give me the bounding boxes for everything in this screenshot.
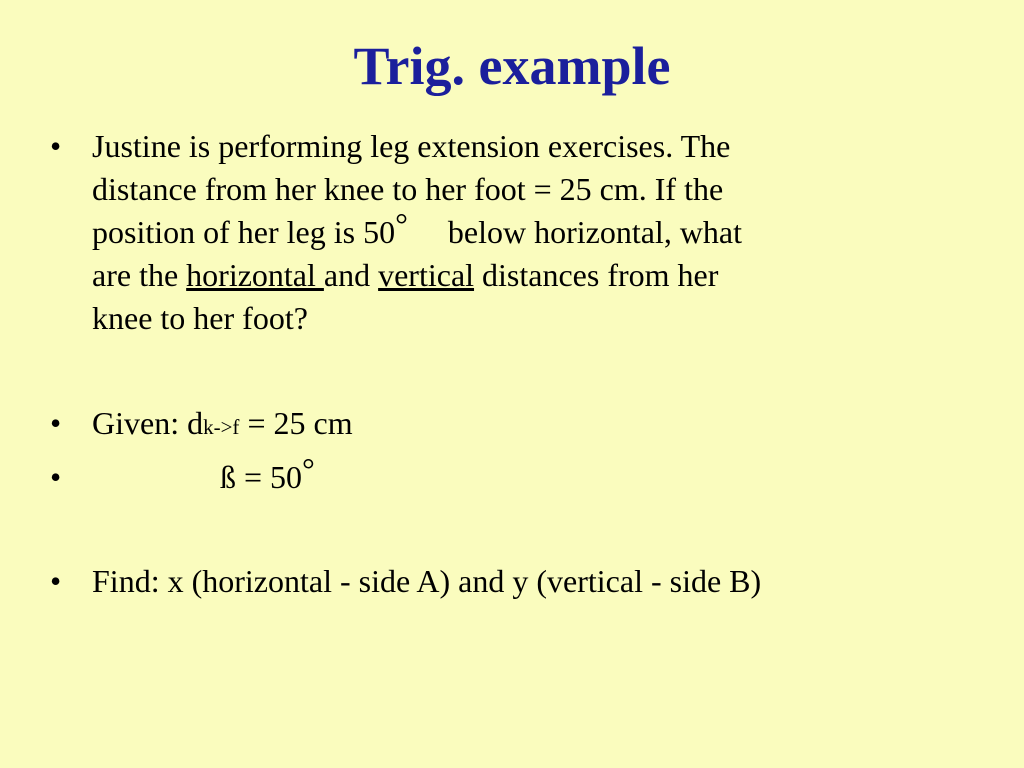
- given-bullet: [50, 402, 950, 447]
- given-subscript: k->f: [203, 415, 240, 439]
- beta-value: ß = 50: [220, 459, 303, 495]
- find-line: Find: x (horizontal - side A) and y (vertical - side B): [92, 563, 762, 599]
- bullet-marker: •: [50, 563, 62, 599]
- angle-text: [220, 451, 315, 499]
- given-value: = 25 cm: [239, 405, 353, 441]
- bullet-marker: •: [50, 459, 62, 495]
- problem-line-5: knee to her foot?: [92, 300, 308, 336]
- problem-line-3: [92, 206, 743, 254]
- vertical-underlined: vertical: [378, 257, 475, 293]
- problem-line-4: [92, 254, 742, 297]
- slide-title: Trig. example: [353, 36, 671, 96]
- problem-line-1: Justine is performing leg extension exercises. The: [92, 128, 731, 164]
- problem-text: [92, 125, 742, 340]
- given-label: Given: d: [92, 405, 204, 441]
- angle-line: [220, 451, 315, 499]
- given-text: [92, 402, 353, 449]
- horizontal-underlined: horizontal: [186, 257, 324, 293]
- bullet-marker: •: [50, 405, 62, 441]
- problem-line-4-start: are the: [92, 257, 187, 293]
- find-bullet: [50, 560, 1000, 605]
- problem-line-4-and: and: [323, 257, 379, 293]
- problem-line-2: distance from her knee to her foot = 25 cm. If the: [92, 171, 724, 207]
- angle-bullet: [50, 451, 950, 501]
- bullet-marker: •: [50, 128, 62, 164]
- problem-line-4-end: distances from her: [474, 257, 719, 293]
- find-text: [92, 560, 761, 603]
- given-line: [92, 402, 353, 449]
- degree-symbol: °: [395, 206, 408, 242]
- problem-line-3-start: position of her leg is 50: [92, 214, 396, 250]
- problem-line-3-end: below horizontal, what: [447, 214, 743, 250]
- problem-bullet: [50, 125, 950, 345]
- degree-symbol: °: [302, 451, 315, 487]
